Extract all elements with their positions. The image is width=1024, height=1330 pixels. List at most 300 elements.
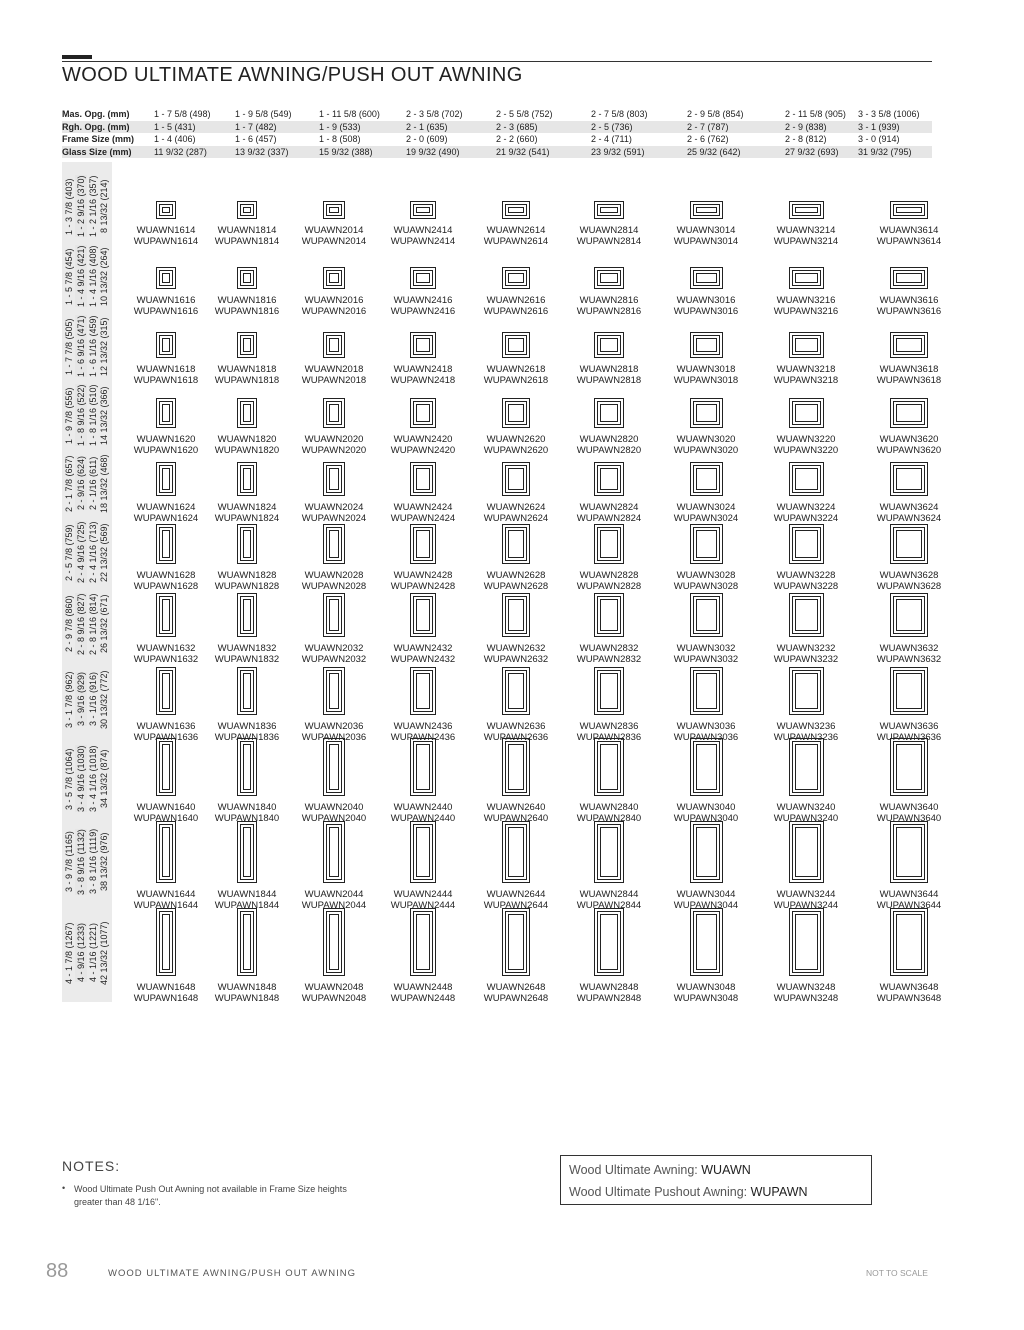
window-drawing	[890, 593, 928, 637]
window-drawing	[156, 524, 176, 564]
row-header-mas: 3 - 9 7/8 (1165)	[64, 831, 74, 892]
awning-code: WUAWN2420	[393, 434, 453, 445]
row-header-frame: 1 - 2 1/16 (357)	[88, 175, 98, 237]
window-drawing	[237, 593, 257, 637]
awning-code: WUAWN2616	[486, 295, 546, 306]
awning-code: WUAWN1620	[136, 434, 196, 445]
pushout-code: WUPAWN3628	[876, 581, 942, 592]
window-drawing	[594, 908, 624, 976]
pushout-code: WUPAWN3024	[673, 513, 739, 524]
awning-code: WUAWN3614	[879, 225, 939, 236]
window-drawing	[594, 201, 624, 219]
window-drawing	[890, 462, 928, 496]
notes-item: Wood Ultimate Push Out Awning not available in Frame Size heights greater than 48 1/16".	[74, 1184, 347, 1207]
unit-label	[559, 434, 659, 456]
unit-label	[466, 502, 566, 524]
header-cell: 2 - 7 (787)	[687, 121, 729, 132]
awning-code: WUAWN2032	[304, 643, 364, 654]
row-header-rgh: 3 - 9/16 (929)	[76, 671, 86, 726]
pushout-code: WUPAWN2016	[301, 306, 367, 317]
awning-code: WUAWN2440	[393, 802, 453, 813]
window-drawing	[690, 524, 723, 564]
row-header-mas: 2 - 9 7/8 (860)	[64, 595, 74, 652]
header-cell: 27 9/32 (693)	[785, 146, 839, 157]
pushout-code: WUPAWN1614	[133, 236, 199, 247]
awning-code: WUAWN3244	[776, 889, 836, 900]
unit-label	[284, 982, 384, 1004]
row-header-frame: 2 - 4 1/16 (713)	[88, 521, 98, 583]
row-header-glass: 34 13/32 (874)	[99, 749, 109, 808]
awning-code: WUAWN2632	[486, 643, 546, 654]
row-header-rgh: 1 - 2 9/16 (370)	[76, 175, 86, 237]
awning-code: WUAWN3248	[776, 982, 836, 993]
awning-code: WUAWN2840	[579, 802, 639, 813]
legend-box	[560, 1155, 872, 1205]
pushout-code: WUPAWN3244	[773, 900, 839, 911]
awning-code: WUAWN2028	[304, 570, 364, 581]
pushout-code: WUPAWN1840	[214, 813, 280, 824]
row-header-mas: 1 - 5 7/8 (454)	[64, 247, 74, 305]
pushout-code: WUPAWN2844	[576, 900, 642, 911]
awning-code: WUAWN2428	[393, 570, 453, 581]
window-drawing	[156, 908, 176, 976]
window-drawing	[410, 738, 436, 796]
window-drawing	[594, 267, 624, 289]
pushout-code: WUPAWN1628	[133, 581, 199, 592]
awning-code: WUAWN2816	[579, 295, 639, 306]
pushout-code: WUPAWN1618	[133, 375, 199, 386]
window-drawing	[323, 201, 345, 219]
header-cell: 2 - 2 (660)	[496, 134, 538, 144]
pushout-code: WUPAWN3228	[773, 581, 839, 592]
window-drawing	[323, 667, 345, 715]
window-drawing	[502, 267, 530, 289]
window-drawing	[156, 462, 176, 496]
window-drawing	[410, 267, 436, 289]
awning-code: WUAWN2418	[393, 364, 453, 375]
header-row-label: Frame Size (mm)	[62, 134, 135, 144]
window-drawing	[156, 201, 176, 219]
awning-code: WUAWN1624	[136, 502, 196, 513]
awning-code: WUAWN2824	[579, 502, 639, 513]
header-cell: 2 - 9 (838)	[785, 121, 827, 132]
awning-code: WUAWN3224	[776, 502, 836, 513]
awning-code: WUAWN3036	[676, 721, 736, 732]
awning-code: WUAWN1628	[136, 570, 196, 581]
notes-bullet: •	[62, 1183, 66, 1193]
pushout-code: WUPAWN3028	[673, 581, 739, 592]
window-drawing	[410, 821, 436, 883]
unit-label	[656, 570, 756, 592]
header-cell: 2 - 11 5/8 (905)	[785, 109, 846, 119]
unit-label	[284, 502, 384, 524]
row-header-mas: 2 - 5 7/8 (759)	[64, 523, 74, 581]
pushout-code: WUPAWN1836	[214, 732, 280, 743]
header-cell: 2 - 0 (609)	[406, 134, 448, 144]
legend-awning	[569, 1163, 751, 1177]
pushout-code: WUPAWN3232	[773, 654, 839, 665]
legend-pushout	[569, 1185, 808, 1199]
header-cell: 1 - 11 5/8 (600)	[319, 109, 380, 119]
row-header-mas: 1 - 7 7/8 (505)	[64, 317, 74, 375]
awning-code: WUAWN3028	[676, 570, 736, 581]
pushout-code: WUPAWN1644	[133, 900, 199, 911]
unit-label	[756, 295, 856, 317]
awning-code: WUAWN2848	[579, 982, 639, 993]
header-cell: 2 - 5 (736)	[591, 121, 633, 132]
window-drawing	[502, 524, 530, 564]
window-drawing	[156, 738, 176, 796]
header-row-label: Glass Size (mm)	[62, 146, 132, 157]
window-drawing	[237, 398, 257, 428]
pushout-code: WUPAWN2444	[390, 900, 456, 911]
window-drawing	[890, 398, 928, 428]
awning-code: WUAWN2636	[486, 721, 546, 732]
awning-code: WUAWN2628	[486, 570, 546, 581]
window-drawing	[156, 821, 176, 883]
window-drawing	[502, 398, 530, 428]
awning-code: WUAWN2414	[393, 225, 453, 236]
window-drawing	[323, 398, 345, 428]
row-header-frame: 4 - 1/16 (1221)	[88, 922, 98, 982]
pushout-code: WUPAWN2814	[576, 236, 642, 247]
row-header-mas: 1 - 3 7/8 (403)	[64, 177, 74, 235]
title-accent-bar	[62, 55, 92, 59]
awning-code: WUAWN2820	[579, 434, 639, 445]
window-drawing	[594, 593, 624, 637]
awning-code: WUAWN1640	[136, 802, 196, 813]
awning-code: WUAWN3240	[776, 802, 836, 813]
window-drawing	[890, 908, 928, 976]
awning-code: WUAWN1648	[136, 982, 196, 993]
window-drawing	[690, 267, 723, 289]
unit-label	[197, 434, 297, 456]
unit-label	[756, 502, 856, 524]
awning-code: WUAWN3232	[776, 643, 836, 654]
pushout-code: WUPAWN2040	[301, 813, 367, 824]
window-drawing	[789, 332, 824, 358]
header-cell: 1 - 5 (431)	[154, 121, 196, 132]
awning-code: WUAWN1832	[217, 643, 277, 654]
header-cell: 2 - 4 (711)	[591, 134, 632, 144]
window-drawing	[690, 667, 723, 715]
header-row-label: Rgh. Opg. (mm)	[62, 121, 130, 132]
pushout-code: WUPAWN3632	[876, 654, 942, 665]
awning-code: WUAWN2448	[393, 982, 453, 993]
unit-label	[559, 295, 659, 317]
awning-code: WUAWN2036	[304, 721, 364, 732]
awning-code: WUAWN3616	[879, 295, 939, 306]
awning-code: WUAWN3228	[776, 570, 836, 581]
awning-code: WUAWN2044	[304, 889, 364, 900]
pushout-code: WUPAWN3220	[773, 445, 839, 456]
window-drawing	[410, 398, 436, 428]
row-header-glass: 12 13/32 (315)	[99, 316, 109, 376]
pushout-code: WUPAWN3648	[876, 993, 942, 1004]
unit-label	[859, 434, 959, 456]
window-drawing	[410, 667, 436, 715]
window-drawing	[789, 524, 824, 564]
awning-code: WUAWN3032	[676, 643, 736, 654]
awning-code: WUAWN3014	[676, 225, 736, 236]
awning-code: WUAWN2416	[393, 295, 453, 306]
window-drawing	[410, 593, 436, 637]
window-drawing	[594, 667, 624, 715]
unit-label	[284, 295, 384, 317]
unit-label	[284, 570, 384, 592]
awning-code: WUAWN2024	[304, 502, 364, 513]
awning-code: WUAWN3632	[879, 643, 939, 654]
awning-code: WUAWN3018	[676, 364, 736, 375]
window-drawing	[890, 201, 928, 219]
window-drawing	[156, 332, 176, 358]
awning-code: WUAWN3218	[776, 364, 836, 375]
awning-code: WUAWN2836	[579, 721, 639, 732]
awning-code: WUAWN1818	[217, 364, 277, 375]
unit-label	[656, 434, 756, 456]
window-drawing	[410, 332, 436, 358]
unit-label	[559, 364, 659, 386]
awning-code: WUAWN3624	[879, 502, 939, 513]
header-row	[62, 133, 932, 145]
unit-label	[656, 364, 756, 386]
row-header-frame: 2 - 8 1/16 (814)	[88, 592, 98, 655]
awning-code: WUAWN2048	[304, 982, 364, 993]
window-drawing	[594, 332, 624, 358]
pushout-code: WUPAWN1820	[214, 445, 280, 456]
unit-label	[197, 570, 297, 592]
window-drawing	[237, 201, 257, 219]
window-drawing	[237, 524, 257, 564]
awning-code: WUAWN3216	[776, 295, 836, 306]
pushout-code: WUPAWN2436	[390, 732, 456, 743]
pushout-code: WUPAWN3624	[876, 513, 942, 524]
pushout-code: WUPAWN1848	[214, 993, 280, 1004]
header-cell: 2 - 9 5/8 (854)	[687, 109, 744, 119]
window-drawing	[323, 593, 345, 637]
window-drawing	[156, 267, 176, 289]
unit-label	[756, 225, 856, 247]
unit-label	[756, 982, 856, 1004]
page-title: WOOD ULTIMATE AWNING/PUSH OUT AWNING	[62, 64, 523, 86]
unit-label	[859, 502, 959, 524]
awning-code: WUAWN3214	[776, 225, 836, 236]
window-drawing	[410, 524, 436, 564]
pushout-code: WUPAWN3218	[773, 375, 839, 386]
pushout-code: WUPAWN2836	[576, 732, 642, 743]
unit-label	[656, 295, 756, 317]
pushout-code: WUPAWN3048	[673, 993, 739, 1004]
unit-label	[373, 570, 473, 592]
unit-label	[197, 502, 297, 524]
unit-label	[284, 364, 384, 386]
unit-label	[373, 225, 473, 247]
awning-code: WUAWN3044	[676, 889, 736, 900]
pushout-code: WUPAWN3248	[773, 993, 839, 1004]
unit-label	[373, 295, 473, 317]
awning-code: WUAWN3040	[676, 802, 736, 813]
pushout-code: WUPAWN2020	[301, 445, 367, 456]
pushout-code: WUPAWN3616	[876, 306, 942, 317]
awning-code: WUAWN3636	[879, 721, 939, 732]
footer-scale-note: NOT TO SCALE	[866, 1268, 928, 1278]
unit-label	[859, 295, 959, 317]
pushout-code: WUPAWN2018	[301, 375, 367, 386]
window-drawing	[789, 667, 824, 715]
pushout-code: WUPAWN2616	[483, 306, 549, 317]
row-header-mas: 1 - 9 7/8 (556)	[64, 386, 74, 444]
pushout-code: WUPAWN3032	[673, 654, 739, 665]
pushout-code: WUPAWN2832	[576, 654, 642, 665]
pushout-code: WUPAWN2048	[301, 993, 367, 1004]
header-cell: 31 9/32 (795)	[858, 146, 912, 157]
legend-awning-code: WUAWN	[701, 1163, 751, 1177]
window-drawing	[502, 462, 530, 496]
pushout-code: WUPAWN2044	[301, 900, 367, 911]
pushout-code: WUPAWN2620	[483, 445, 549, 456]
header-cell: 1 - 6 (457)	[235, 134, 277, 144]
header-cell: 2 - 3 5/8 (702)	[406, 109, 463, 119]
title-rule	[62, 61, 932, 62]
window-drawing	[594, 398, 624, 428]
window-drawing	[594, 462, 624, 496]
pushout-code: WUPAWN3018	[673, 375, 739, 386]
unit-label	[284, 434, 384, 456]
pushout-code: WUPAWN3636	[876, 732, 942, 743]
pushout-code: WUPAWN2432	[390, 654, 456, 665]
window-drawing	[690, 821, 723, 883]
awning-code: WUAWN3648	[879, 982, 939, 993]
window-drawing	[410, 462, 436, 496]
pushout-code: WUPAWN3216	[773, 306, 839, 317]
pushout-code: WUPAWN2644	[483, 900, 549, 911]
window-drawing	[156, 593, 176, 637]
pushout-code: WUPAWN2648	[483, 993, 549, 1004]
pushout-code: WUPAWN3214	[773, 236, 839, 247]
awning-code: WUAWN2844	[579, 889, 639, 900]
pushout-code: WUPAWN1818	[214, 375, 280, 386]
awning-code: WUAWN2020	[304, 434, 364, 445]
header-cell: 13 9/32 (337)	[235, 146, 289, 157]
pushout-code: WUPAWN2414	[390, 236, 456, 247]
unit-label	[466, 364, 566, 386]
pushout-code: WUPAWN1648	[133, 993, 199, 1004]
header-cell: 1 - 9 5/8 (549)	[235, 109, 292, 119]
pushout-code: WUPAWN2028	[301, 581, 367, 592]
unit-label	[859, 643, 959, 665]
pushout-code: WUPAWN2624	[483, 513, 549, 524]
unit-label	[466, 570, 566, 592]
unit-label	[197, 364, 297, 386]
pushout-code: WUPAWN3016	[673, 306, 739, 317]
row-header-rgh: 2 - 4 9/16 (725)	[76, 521, 86, 583]
unit-label	[559, 225, 659, 247]
window-drawing	[594, 524, 624, 564]
unit-label	[197, 982, 297, 1004]
pushout-code: WUPAWN2640	[483, 813, 549, 824]
row-header-rgh: 4 - 9/16 (1233)	[76, 922, 86, 982]
awning-code: WUAWN1820	[217, 434, 277, 445]
pushout-code: WUPAWN2014	[301, 236, 367, 247]
unit-label	[656, 982, 756, 1004]
window-drawing	[323, 462, 345, 496]
row-header-frame: 3 - 1/16 (916)	[88, 671, 98, 726]
window-drawing	[323, 332, 345, 358]
pushout-code: WUPAWN3040	[673, 813, 739, 824]
pushout-code: WUPAWN2424	[390, 513, 456, 524]
row-header-frame: 1 - 4 1/16 (408)	[88, 245, 98, 307]
page-number: 88	[46, 1260, 69, 1282]
window-drawing	[690, 201, 723, 219]
legend-pushout-label: Wood Ultimate Pushout Awning:	[569, 1185, 751, 1199]
unit-label	[559, 502, 659, 524]
window-drawing	[789, 462, 824, 496]
unit-label	[373, 434, 473, 456]
window-drawing	[156, 667, 176, 715]
pushout-code: WUPAWN3620	[876, 445, 942, 456]
unit-label	[859, 982, 959, 1004]
window-drawing	[237, 462, 257, 496]
window-drawing	[323, 524, 345, 564]
pushout-code: WUPAWN2614	[483, 236, 549, 247]
unit-label	[284, 225, 384, 247]
pushout-code: WUPAWN1832	[214, 654, 280, 665]
awning-code: WUAWN2832	[579, 643, 639, 654]
awning-code: WUAWN3628	[879, 570, 939, 581]
header-cell: 21 9/32 (541)	[496, 146, 550, 157]
pushout-code: WUPAWN2416	[390, 306, 456, 317]
pushout-code: WUPAWN3224	[773, 513, 839, 524]
window-drawing	[890, 821, 928, 883]
pushout-code: WUPAWN3240	[773, 813, 839, 824]
unit-label	[373, 982, 473, 1004]
window-drawing	[690, 398, 723, 428]
pushout-code: WUPAWN2818	[576, 375, 642, 386]
legend-pushout-code: WUPAWN	[750, 1185, 808, 1199]
unit-label	[466, 982, 566, 1004]
row-header-frame: 2 - 1/16 (611)	[88, 456, 98, 510]
row-header-rgh: 1 - 6 9/16 (471)	[76, 315, 86, 377]
awning-code: WUAWN1824	[217, 502, 277, 513]
row-header-glass: 38 13/32 (976)	[99, 832, 109, 891]
awning-code: WUAWN2818	[579, 364, 639, 375]
pushout-code: WUPAWN3236	[773, 732, 839, 743]
window-drawing	[690, 908, 723, 976]
awning-code: WUAWN3236	[776, 721, 836, 732]
unit-label	[466, 225, 566, 247]
awning-code: WUAWN1614	[136, 225, 196, 236]
unit-label	[373, 502, 473, 524]
header-row	[62, 108, 932, 120]
pushout-code: WUPAWN3618	[876, 375, 942, 386]
unit-label	[756, 434, 856, 456]
row-header-frame: 3 - 8 1/16 (1119)	[88, 828, 98, 894]
pushout-code: WUPAWN3640	[876, 813, 942, 824]
window-drawing	[237, 908, 257, 976]
pushout-code: WUPAWN1632	[133, 654, 199, 665]
unit-label	[197, 643, 297, 665]
row-header-frame: 1 - 6 1/16 (459)	[88, 315, 98, 377]
header-cell: 2 - 8 (812)	[785, 134, 827, 144]
pushout-code: WUPAWN1816	[214, 306, 280, 317]
row-header-glass: 26 13/32 (671)	[99, 594, 109, 653]
header-cell: 15 9/32 (388)	[319, 146, 373, 157]
header-cell: 25 9/32 (642)	[687, 146, 741, 157]
window-drawing	[323, 267, 345, 289]
window-drawing	[410, 201, 436, 219]
window-drawing	[502, 332, 530, 358]
awning-code: WUAWN3220	[776, 434, 836, 445]
